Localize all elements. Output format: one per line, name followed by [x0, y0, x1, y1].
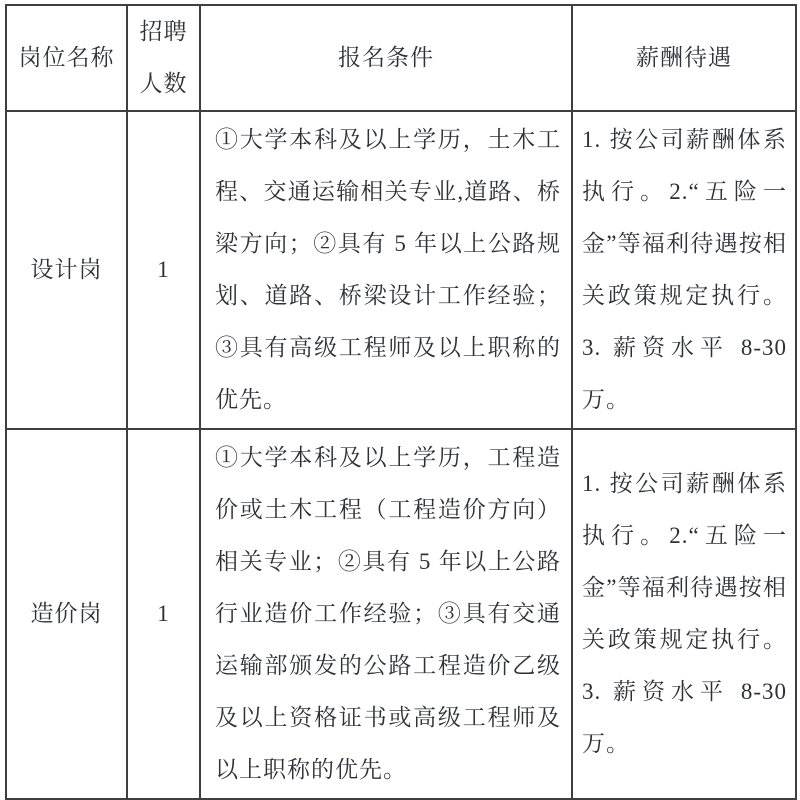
position-name: 造价岗 [6, 429, 127, 799]
table-header-row [6, 5, 796, 111]
table-row [6, 111, 796, 429]
header-conditions: 报名条件 [200, 5, 572, 111]
salary-benefits: 1. 按公司薪酬体系执行。2.“五险一金”等福利待遇按相关政策规定执行。 3. 薪资水平 8-30 万。 [572, 111, 796, 429]
hire-count: 1 [127, 111, 200, 429]
recruitment-table [5, 4, 797, 800]
header-salary: 薪酬待遇 [572, 5, 796, 111]
salary-benefits: 1. 按公司薪酬体系执行。2.“五险一金”等福利待遇按相关政策规定执行。 3. 薪资水平 8-30 万。 [572, 429, 796, 799]
header-position: 岗位名称 [6, 5, 127, 111]
header-count: 招聘人数 [127, 5, 200, 111]
hire-count: 1 [127, 429, 200, 799]
table-row [6, 429, 796, 799]
application-conditions: ①大学本科及以上学历，工程造价或土木工程（工程造价方向）相关专业；②具有 5 年以上公路行业造价工作经验；③具有交通运输部颁发的公路工程造价乙级及以上资格证书或高级工程师及以上职称的优先。 [200, 429, 572, 799]
application-conditions: ①大学本科及以上学历，土木工程、交通运输相关专业,道路、桥梁方向；②具有 5 年以上公路规划、道路、桥梁设计工作经验；③具有高级工程师及以上职称的优先。 [200, 111, 572, 429]
position-name: 设计岗 [6, 111, 127, 429]
